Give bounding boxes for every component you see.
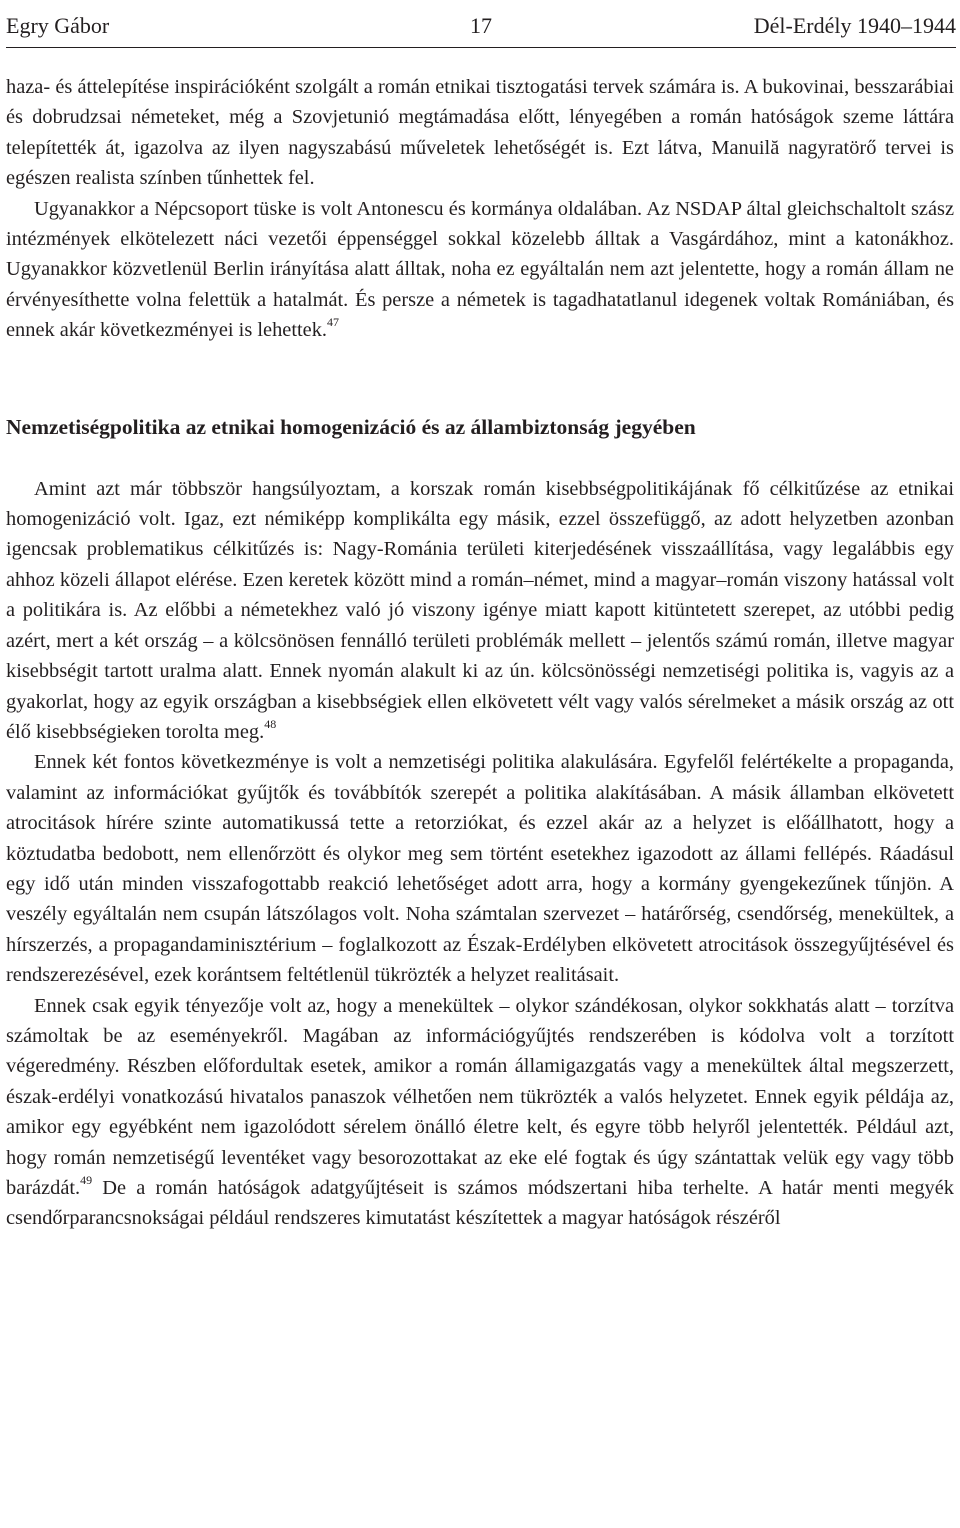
page-number: 17 bbox=[470, 12, 492, 38]
paragraph bbox=[6, 194, 954, 346]
running-header bbox=[6, 0, 956, 48]
paragraph-text: De a román hatóságok adatgyűjtéseit is számos módszertani hiba terhelte. A határ menti megyék csendőrparancsnokságai például rendszeres kimutatást készítettek a magyar hatóságok részéről bbox=[6, 1177, 954, 1230]
paragraph bbox=[6, 991, 954, 1234]
footnote-ref[interactable]: 49 bbox=[80, 1173, 93, 1188]
paragraph-text: Ugyanakkor a Népcsoport tüske is volt Antonescu és kormánya oldalában. Az NSDAP által gleichschaltolt szász intézmények elkötelezett náci vezetői éppenséggel sokkal közelebb álltak a Vasgárdához, mint a katonákhoz. Ugyanakkor közvetlenül Berlin irányítása alatt álltak, noha ez egyáltalán nem azt jelentette, hogy a román állam ne érvényesíthette volna felettük a hatalmát. És persze a németek is tagadhatatlanul idegenek voltak Romániában, és ennek akár következményei is lehettek. bbox=[6, 197, 954, 342]
footnote-ref[interactable]: 48 bbox=[264, 717, 277, 732]
header-author: Egry Gábor bbox=[6, 12, 110, 38]
page-body bbox=[6, 72, 954, 1234]
paragraph bbox=[6, 72, 954, 194]
paragraph bbox=[6, 474, 954, 748]
paragraph-text: haza- és áttelepítése inspirációként szolgált a román etnikai tisztogatási tervek számára is. A bukovinai, besszarábiai és dobrudzsai németeket, még a Szovjetunió megtámadása előtt, lényegében a román hatóságok szeme láttára telepítették át, igazolva az ilyen nagyszabású műveletek lehetőségét is. Ezt látva, Manuilă nagyratörő tervei is egészen realista színben tűnhettek fel. bbox=[6, 76, 954, 190]
paragraph-text: Amint azt már többször hangsúlyoztam, a korszak román kisebbségpolitikájának fő célkitűzése az etnikai homogenizáció volt. Igaz, ezt némiképp komplikálta egy másik, ezzel összefüggő, az adott helyzetben azonban igencsak problematikus célkitűzés is: Nagy-Románia területi kiterjedésének visszaállítása, vagy legalábbis egy ahhoz közeli állapot elérése. Ezen keretek között mind a román–német, mind a magyar–román viszony hatással volt a politikára is. Az előbbi a németekhez való jó viszony igénye miatt kapott kitüntetett szerepet, az utóbbi pedig azért, mert a két ország – a kölcsönösen fennálló területi problémák mellett – jelentős számú román, illetve magyar kisebbségit tartott uralma alatt. Ennek nyomán alakult ki az ún. kölcsönösségi nemzetiségi politika is, vagyis az a gyakorlat, hogy az egyik országban a kisebbségiek ellen elkövetett vélt vagy valós sérelmeket a másik ország az ott élő kisebbségieken torolta meg. bbox=[6, 477, 954, 743]
paragraph-text: Ennek két fontos következménye is volt a nemzetiségi politika alakulására. Egyfelől felértékelte a propaganda, valamint az információkat gyűjtők és továbbítók szerepét a politika alakításában. A másik államban elkövetett atrocitások hírére szinte automatikussá tette a retorziókat, és ezzel akár az a helyzet is előállhatott, hogy a köztudatba bedobott, nem ellenőrzött és olykor meg sem történt esetekhez igazodott az állami fellépés. Ráadásul egy idő után minden visszafogottabb reakció lehetőséget adott arra, hogy a kormány gyengekezűnek tűnjön. A veszély egyáltalán nem csupán látszólagos volt. Noha számtalan szervezet – határőrség, csendőrség, menekültek, a hírszerzés, a propagandaminisztérium – foglalkozott az Észak-Erdélyben elkövetett atrocitások összegyűjtésével és rendszerezésével, ezek korántsem feltétlenül tükrözték a helyzet realitásait. bbox=[6, 751, 954, 987]
section-heading: Nemzetiségpolitika az etnikai homogenizáció és az állambiztonság jegyében bbox=[6, 414, 696, 439]
footnote-ref[interactable]: 47 bbox=[327, 315, 340, 330]
header-running-title: Dél-Erdély 1940–1944 bbox=[753, 12, 957, 38]
paragraph bbox=[6, 747, 954, 990]
paragraph-text: Ennek csak egyik tényezője volt az, hogy a menekültek – olykor szándékosan, olykor sokkhatás alatt – torzítva számoltak be az eseményekről. Magában az információgyűjtés rendszerében is kódolva volt a torzított végeredmény. Részben előfordultak esetek, amikor a román államigazgatás vagy a menekültek által megszerzett, észak-erdélyi vonatkozású hivatalos panaszok vélhetően nem tükrözték a valós helyzetet. Ennek egyik példája az, amikor egy egyébként nem igazolódott sérelem önálló életre kelt, és egyre több helyről jelentették. Például azt, hogy román nemzetiségű leventéket vagy besorozottakat az eke elé fogtak és úgy szántattak velük egy vagy több barázdát. bbox=[6, 994, 954, 1199]
